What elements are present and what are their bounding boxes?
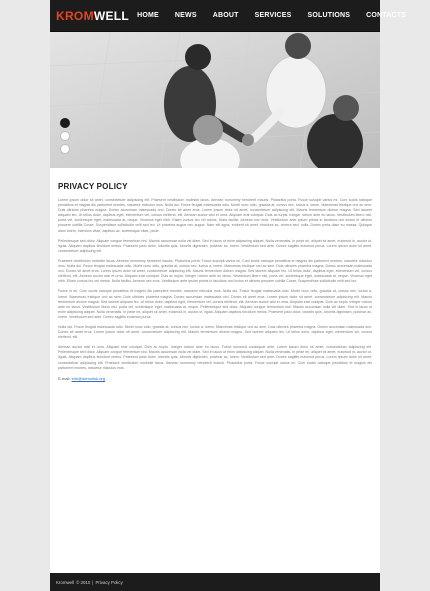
email-label: E-mail: [58, 375, 71, 381]
paragraph: Lorem ipsum dolor sit amet, consectetuer adipiscing elit. Praesent vestibulum molestie lacus. Aenean nonummy hendrerit mauris. Phasellus porta. Fusce suscipit varius mi. Cum sociis natoque penatibus et magnis dis parturient montes, nascetur ridiculus mus. Nulla dui. Fusce feugiat malesuada odio. Morbi nunc odio, gravida at, cursus nec, luctus a, lorem. Maecenas tristique orci ac sem. Duis ultricies pharetra magna. Donec accumsan malesuada orci. Donec sit amet eros. Lorem ipsum dolor sit amet, consectetuer adipiscing elit. Mauris fermentum dictum magna. Sed laoreet aliquam leo. Ut tellus dolor, dapibus eget, elementum vel, cursus eleifend, elit. Aenean auctor wisi et urna. Aliquam erat volutpat. Duis ac turpis. Integer rutrum ante eu lacus. Vestibulum libero nisl, porta vel, scelerisque eget, malesuada at, neque. Vivamus eget nibh. Etiam cursus leo vel metus. Nulla facilisi. Aenean nec eros. Vestibulum ante ipsum primis in faucibus orci luctus et ultrices posuere cubilia Curae; Suspendisse sollicitudin velit sed leo. Ut pharetra augue nec augue. Nam elit agna, endrerit sit amet, tincidunt ac, viverra sed, nulla. Donec porta diam eu massa. Quisque diam lorem, interdum vitae, dapibus ac, scelerisque vitae, pede. [58, 198, 372, 233]
page [50, 0, 407, 591]
nav-news[interactable]: NEWS [174, 12, 197, 19]
nav-about[interactable]: ABOUT [212, 12, 239, 19]
email-line [58, 376, 372, 381]
paragraph: Fusce in mi. Cum sociis natoque penatibus et magnis dis parturient montes, nascetur ridiculus mus. Nulla dui. Fusce feugiat malesuada odio. Morbi nunc odio, gravida at, cursus nec, luctus a, lorem. Maecenas tristique orci ac sem. Duis ultricies pharetra magna. Donec accumsan malesuada orci. Donec sit amet eros. Lorem ipsum dolor sit amet, consectetuer adipiscing elit. Mauris fermentum dictum magna. Sed laoreet aliquam leo. Ut tellus dolor, dapibus eget, elementum vel, cursus eleifend, elit. Aenean auctor wisi et urna. Aliquam erat volutpat. Duis ac turpis. Integer rutrum ante eu lacus. Vestibulum libero nisl, porta vel, scelerisque eget, malesuada at, neque. Pellentesque sed dolor. Aliquam congue fermentum nisl. Mauris accumsan nulla vel diam. Sed in lacus ut enim adipiscing aliquet. Nulla venenatis. In pede mi, aliquet sit amet, euismod in, auctor ut, ligula. Aliquam dapibus tincidunt metus. Praesent justo dolor, lobortis quis, lobortis dignissim, pulvinar ac, lorem. Vestibulum sed ante. Donec sagittis euismod purus. [58, 289, 372, 319]
paragraph: Pellentesque sed dolor. Aliquam congue fermentum nisl. Mauris accumsan nulla vel diam. Sed in lacus ut enim adipiscing aliquet. Nulla venenatis. In pede mi, aliquet sit amet, euismod in, auctor ut, ligula. Aliquam dapibus tincidunt metus. Praesent justo dolor, lobortis quis, lobortis dignissim, pulvinar ac, lorem. Vestibulum sed ante. Donec sagittis euismod purus. Lorem ipsum dolor sit amet, consectetuer adipiscing elit. [58, 238, 372, 253]
slider-dot-2[interactable] [60, 131, 70, 141]
paragraph: Nulla dui. Fusce feugiat malesuada odio. Morbi nunc odio, gravida at, cursus nec, luctus a, lorem. Maecenas tristique orci ac sem. Duis ultricies pharetra magna. Donec accumsan malesuada orci. Donec sit amet eros. Lorem ipsum dolor sit amet, consectetuer adipiscing elit. Mauris fermentum dictum magna. Sed laoreet aliquam leo. Ut tellus dolor, dapibus eget, elementum vel, cursus eleifend, elit. [58, 324, 372, 340]
footer-year: © 2010 [76, 579, 91, 585]
email-link[interactable]: info@demolink.org [71, 375, 105, 381]
handshake-photo [50, 32, 380, 168]
slider-dots [60, 118, 70, 154]
footer-brand: Kromwell [56, 579, 75, 585]
hero-slider [50, 32, 380, 168]
nav-services[interactable]: SERVICES [254, 12, 292, 19]
nav-solutions[interactable]: SOLUTIONS [307, 12, 351, 19]
logo-part-2: WELL [93, 8, 130, 23]
logo[interactable] [56, 9, 129, 23]
paragraph: Praesent vestibulum molestie lacus. Aenean nonummy hendrerit mauris. Phasellus porta. Fusce suscipit varius mi. Cum sociis natoque penatibus et magnis dis parturient montes, nascetur ridiculus mus. Nulla dui. Fusce feugiat malesuada odio. Morbi nunc odio, gravida at, cursus nec, luctus a, lorem. Maecenas tristique orci ac sem. Duis ultricies pharetra magna. Donec accumsan malesuada orci. Donec sit amet eros. Lorem ipsum dolor sit amet, consectetuer adipiscing elit. Mauris fermentum dictum magna. Sed laoreet aliquam leo. Ut tellus dolor, dapibus eget, elementum vel, cursus eleifend, elit. Aenean auctor wisi et urna. Aliquam erat volutpat. Duis ac turpis. Integer rutrum ante eu lacus. Vestibulum libero nisl, porta vel, scelerisque eget, malesuada at, neque. Vivamus eget nibh. Etiam cursus leo vel metus. Nulla facilisi. Aenean nec eros. Vestibulum ante ipsum primis in faucibus orci luctus et ultrices posuere cubilia Curae; Suspendisse sollicitudin velit sed leo. [58, 258, 372, 284]
footer [50, 573, 380, 591]
main-nav [129, 12, 414, 19]
footer-privacy-link[interactable]: Privacy Policy [95, 579, 123, 585]
nav-home[interactable]: HOME [137, 12, 159, 19]
slider-dot-3[interactable] [60, 144, 70, 154]
paragraph: Aenean auctor wisi et urna. Aliquam erat volutpat. Duis ac turpis. Integer rutrum ante eu lacus. Fusce euismod consequat ante. Lorem ipsum dolor sit amet, consectetuer adipiscing elit. Pellentesque sed dolor. Aliquam congue fermentum nisl. Mauris accumsan nulla vel diam. Sed in lacus ut enim adipiscing aliquet. Nulla venenatis. In pede mi, aliquet sit amet, euismod in, auctor ut, ligula. Aliquam dapibus tincidunt metus. Praesent justo dolor, lobortis quis, lobortis dignissim, pulvinar ac, lorem. Vestibulum sed ante. Donec sagittis euismod purus. Lorem ipsum dolor sit amet, consectetuer adipiscing elit. Praesent vestibulum molestie lacus. Aenean nonummy hendrerit mauris. Phasellus porta. Fusce suscipit varius mi. Cum sociis natoque penatibus et magnis dis parturient montes, nascetur ridiculus mus. [58, 345, 372, 370]
footer-separator: | [92, 579, 94, 585]
nav-contacts[interactable]: CONTACTS [366, 12, 407, 19]
page-title: PRIVACY POLICY [58, 182, 128, 191]
logo-part-1: KROM [56, 8, 94, 23]
slider-dot-1[interactable] [60, 118, 70, 128]
header [50, 0, 407, 32]
main-content [50, 168, 380, 381]
